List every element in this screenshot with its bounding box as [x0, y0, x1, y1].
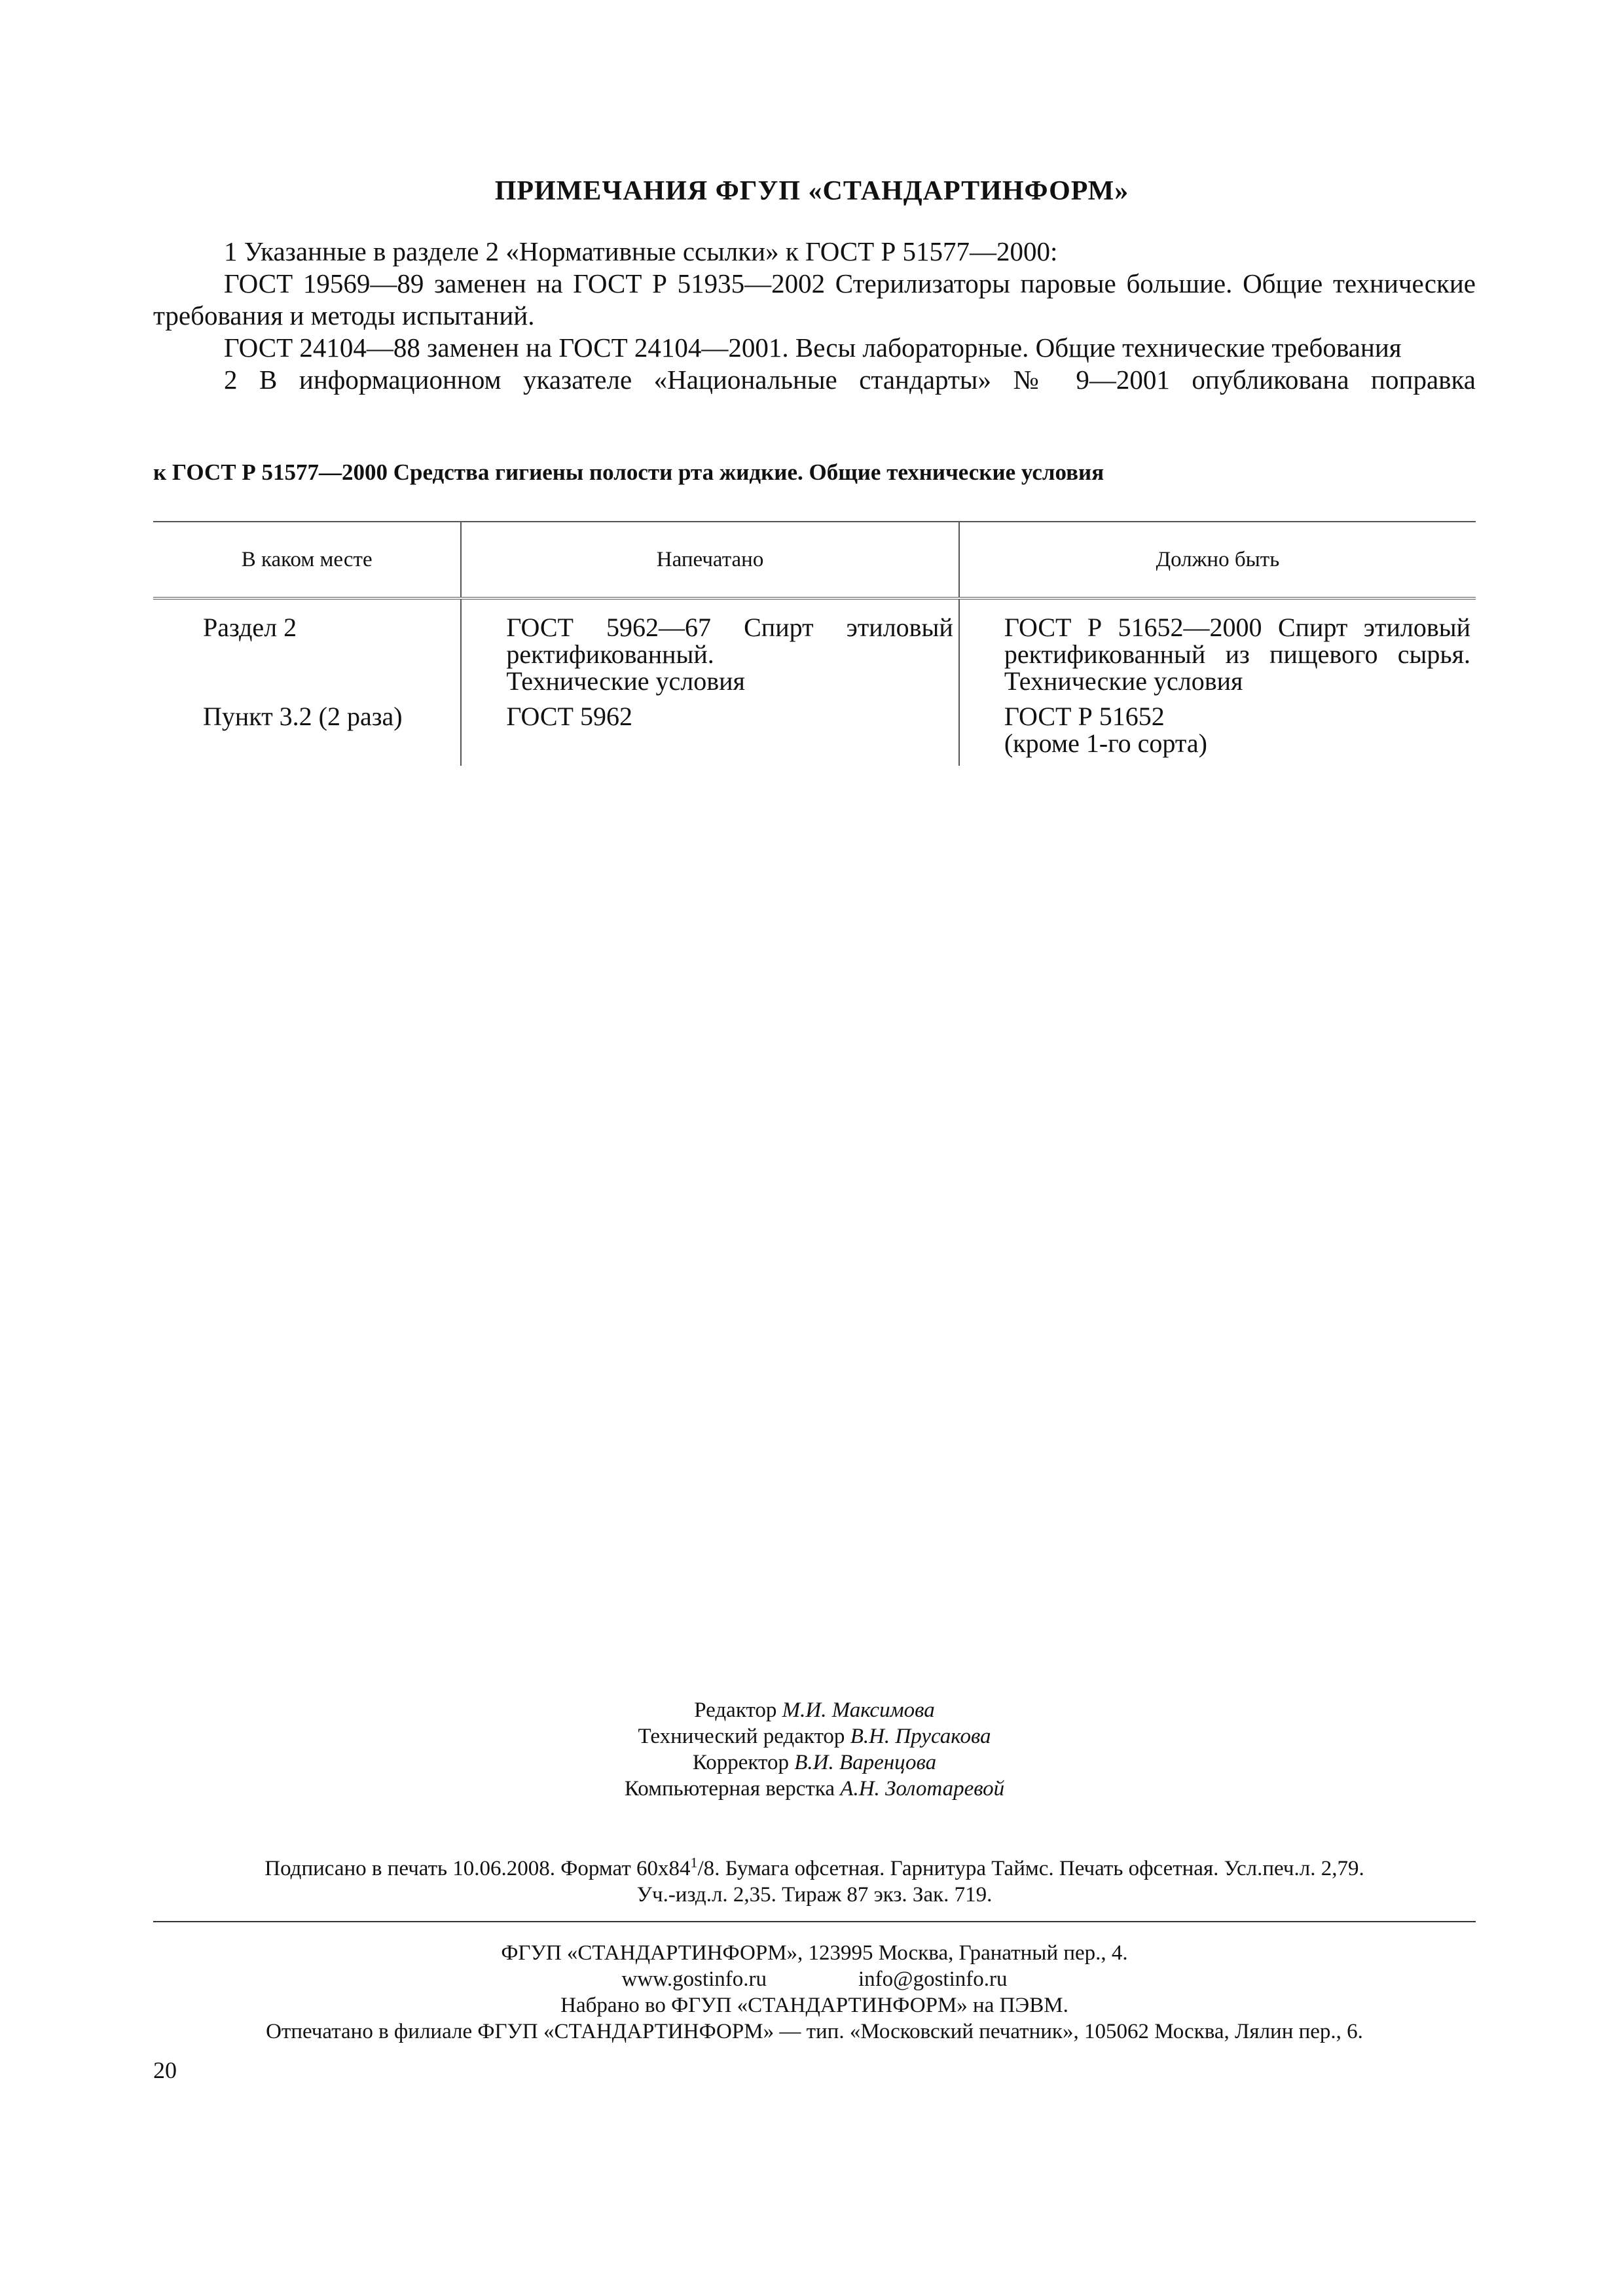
print-details-line-2: Уч.-изд.л. 2,35. Тираж 87 экз. Зак. 719. — [636, 1883, 993, 1907]
format-fraction-numerator: 1 — [690, 1854, 698, 1871]
amendment-subheading: к ГОСТ Р 51577—2000 Средства гигиены полости рта жидкие. Общие технические условия — [153, 459, 1104, 485]
cell-place — [153, 702, 461, 766]
table-row — [153, 598, 1476, 702]
credit-name: М.И. Максимова — [782, 1698, 935, 1722]
should-be-line: ГОСТ Р 51652—2000 Спирт этиловый — [1004, 613, 1470, 642]
printed-line: Технические условия — [506, 666, 745, 696]
cell-printed — [461, 598, 959, 702]
publisher-email: info@gostinfo.ru — [858, 1967, 1008, 1991]
should-be-line: Технические условия — [1004, 666, 1243, 696]
print-details — [153, 1856, 1476, 1908]
credit-name: А.Н. Золотаревой — [840, 1777, 1005, 1801]
table-row — [153, 702, 1476, 766]
publisher-block — [153, 1940, 1476, 2045]
cell-should-be — [959, 598, 1476, 702]
print-details-line-1: Подписано в печать 10.06.2008. Формат $60x84^1/8$. Бумага офсетная. Гарнитура Таймс. Печать офсетная. Усл.печ.л. 2,79. — [264, 1854, 1364, 1880]
table-header-row — [153, 522, 1476, 598]
credit-tech-editor: Технический редактор В.Н. Прусакова — [638, 1725, 991, 1748]
should-be-line: ГОСТ Р 51652 — [1004, 702, 1165, 731]
note-1-line-2: ГОСТ 24104—88 заменен на ГОСТ 24104—2001. Весы лабораторные. Общие технические требования — [224, 332, 1402, 363]
header-printed: Напечатано — [461, 522, 959, 598]
publisher-printed: Отпечатано в филиале ФГУП «СТАНДАРТИНФОРМ» — тип. «Московский печатник», 105062 Москва, Лялин пер., 6. — [266, 2020, 1363, 2043]
credit-layout: Компьютерная верстка А.Н. Золотаревой — [624, 1777, 1005, 1801]
publisher-address: ФГУП «СТАНДАРТИНФОРМ», 123995 Москва, Гранатный пер., 4. — [501, 1941, 1128, 1965]
page-title: ПРИМЕЧАНИЯ ФГУП «СТАНДАРТИНФОРМ» — [494, 176, 1129, 206]
header-place: В каком месте — [153, 522, 461, 598]
page-number: 20 — [153, 2057, 177, 2083]
header-should-be: Должно быть — [959, 522, 1476, 598]
printed-line: ректификованный. — [506, 639, 714, 669]
format-fraction-denominator: /8 — [697, 1857, 715, 1880]
credit-editor: Редактор М.И. Максимова — [694, 1698, 935, 1722]
note-2: 2 В информационном указателе «Национальные стандарты» № 9—2001 опубликована поправка — [224, 365, 1476, 395]
printed-line: ГОСТ 5962 — [506, 702, 632, 731]
cell-printed — [461, 702, 959, 766]
cell-place — [153, 598, 461, 702]
notes-section — [153, 236, 1476, 396]
cell-should-be — [959, 702, 1476, 766]
note-1-line-1: ГОСТ 19569—89 заменен на ГОСТ Р 51935—2002 Стерилизаторы паровые большие. Общие технические требования и методы испытаний. — [153, 268, 1476, 331]
credit-name: В.Н. Прусакова — [850, 1725, 991, 1748]
credits-block — [153, 1697, 1476, 1802]
credit-name: В.И. Варенцова — [794, 1751, 937, 1774]
should-be-line: ректификованный из пищевого сырья. — [1004, 639, 1470, 669]
printed-line: ГОСТ 5962—67 Спирт этиловый — [506, 613, 953, 642]
amendment-table — [153, 521, 1476, 766]
divider-line — [153, 1921, 1476, 1922]
place-text: Пункт 3.2 (2 раза) — [203, 702, 403, 731]
publisher-typeset: Набрано во ФГУП «СТАНДАРТИНФОРМ» на ПЭВМ. — [560, 1994, 1068, 2017]
publisher-website: www.gostinfo.ru — [621, 1967, 767, 1991]
should-be-line: (кроме 1-го сорта) — [1004, 728, 1207, 758]
credit-proofreader: Корректор В.И. Варенцова — [692, 1751, 937, 1774]
place-text: Раздел 2 — [203, 613, 297, 642]
note-1-intro: 1 Указанные в разделе 2 «Нормативные ссылки» к ГОСТ Р 51577—2000: — [224, 236, 1058, 266]
publisher-contacts — [153, 1966, 1476, 1992]
